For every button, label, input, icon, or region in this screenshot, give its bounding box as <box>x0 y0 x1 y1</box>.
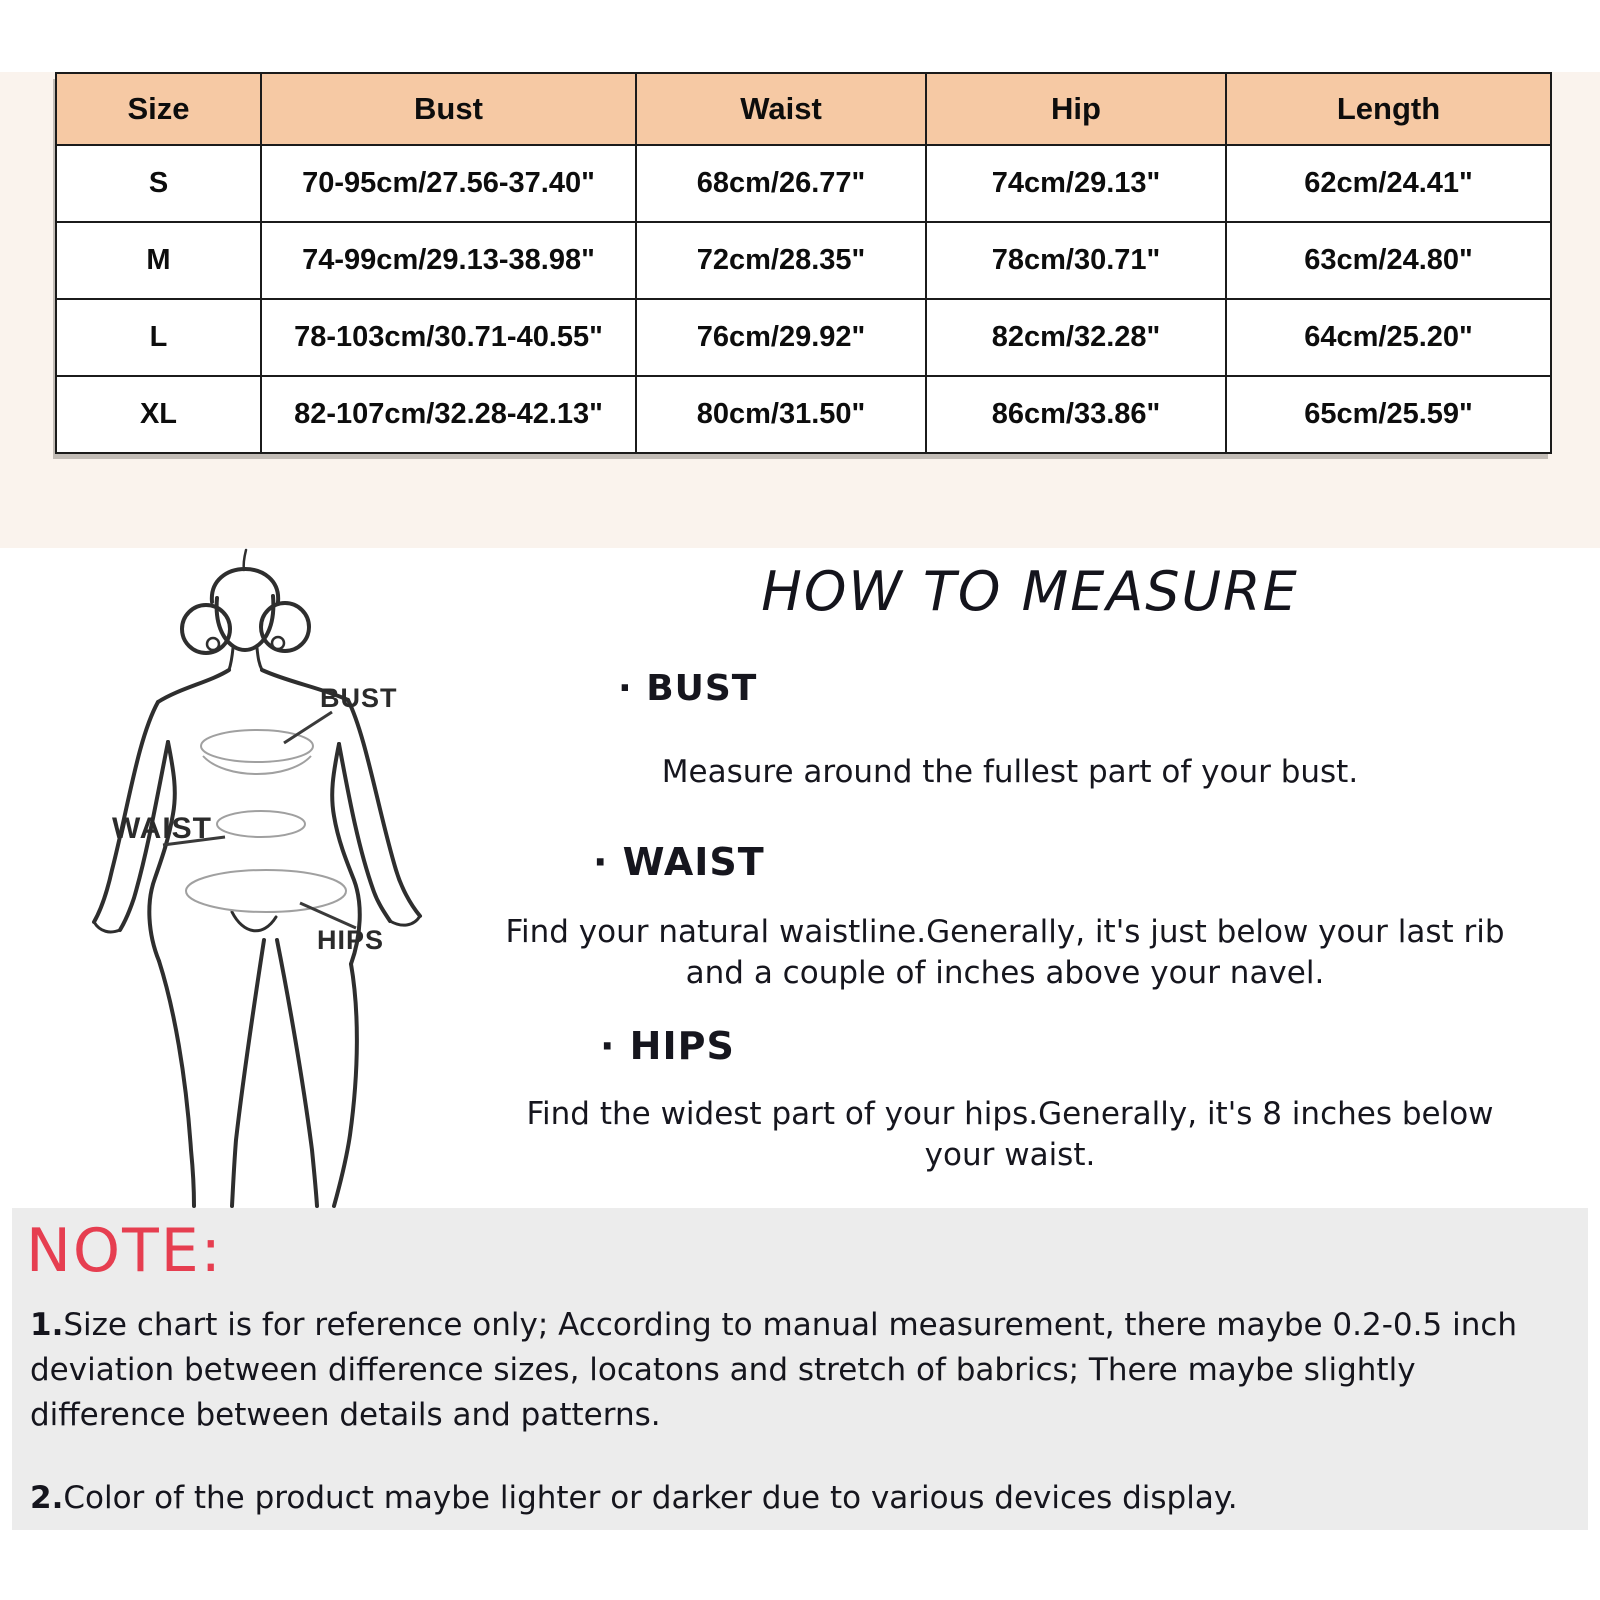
cell-hip: 74cm/29.13" <box>926 145 1226 222</box>
table-header-row <box>56 73 1551 145</box>
hips-section-label: · HIPS <box>600 1024 735 1068</box>
body-figure-illustration <box>60 540 480 1210</box>
bust-instruction-text: Measure around the fullest part of your bust. <box>661 754 1359 790</box>
top-white-strip <box>0 0 1600 72</box>
cell-size: M <box>56 222 261 299</box>
cell-size: S <box>56 145 261 222</box>
note-1-number: 1. <box>30 1307 64 1343</box>
note-item-1 <box>30 1303 1570 1438</box>
how-to-measure-title: HOW TO MEASURE <box>761 560 1299 623</box>
cell-waist: 68cm/26.77" <box>636 145 926 222</box>
header-bust: Bust <box>261 73 636 145</box>
figure-bust-label: BUST <box>320 683 398 713</box>
cell-size: L <box>56 299 261 376</box>
table-row <box>56 145 1551 222</box>
cell-bust: 70-95cm/27.56-37.40" <box>261 145 636 222</box>
cell-length: 62cm/24.41" <box>1226 145 1551 222</box>
cell-size: XL <box>56 376 261 453</box>
note-2-text: Color of the product maybe lighter or darker due to various devices display. <box>63 1480 1238 1516</box>
cell-hip: 82cm/32.28" <box>926 299 1226 376</box>
cell-length: 65cm/25.59" <box>1226 376 1551 453</box>
table-row <box>56 299 1551 376</box>
header-size: Size <box>56 73 261 145</box>
size-table <box>55 72 1552 454</box>
hips-instruction-text: Find the widest part of your hips.Generally, it's 8 inches below your waist. <box>526 1096 1494 1173</box>
note-1-text: Size chart is for reference only; According to manual measurement, there maybe 0.2-0.5 inch deviation between difference sizes, locatons and stretch of babrics; There maybe slightly difference between details and patterns. <box>30 1307 1518 1433</box>
header-length: Length <box>1226 73 1551 145</box>
header-waist: Waist <box>636 73 926 145</box>
figure-waist-label: WAIST <box>112 812 212 845</box>
table-row <box>56 222 1551 299</box>
note-section <box>12 1208 1588 1530</box>
cell-waist: 80cm/31.50" <box>636 376 926 453</box>
note-item-2 <box>30 1476 1570 1521</box>
cell-bust: 74-99cm/29.13-38.98" <box>261 222 636 299</box>
header-hip: Hip <box>926 73 1226 145</box>
waist-section-label: · WAIST <box>593 840 765 884</box>
cell-bust: 78-103cm/30.71-40.55" <box>261 299 636 376</box>
waist-instruction-text: Find your natural waistline.Generally, it's just below your last rib and a couple of inches above your navel. <box>505 914 1505 991</box>
cell-waist: 72cm/28.35" <box>636 222 926 299</box>
table-row <box>56 376 1551 453</box>
cell-waist: 76cm/29.92" <box>636 299 926 376</box>
bust-section-label: · BUST <box>618 668 758 709</box>
cell-length: 64cm/25.20" <box>1226 299 1551 376</box>
cell-hip: 78cm/30.71" <box>926 222 1226 299</box>
note-2-number: 2. <box>30 1480 64 1516</box>
figure-hips-label: HIPS <box>317 925 385 955</box>
cell-length: 63cm/24.80" <box>1226 222 1551 299</box>
note-heading: NOTE: <box>26 1216 223 1286</box>
cell-bust: 82-107cm/32.28-42.13" <box>261 376 636 453</box>
cell-hip: 86cm/33.86" <box>926 376 1226 453</box>
